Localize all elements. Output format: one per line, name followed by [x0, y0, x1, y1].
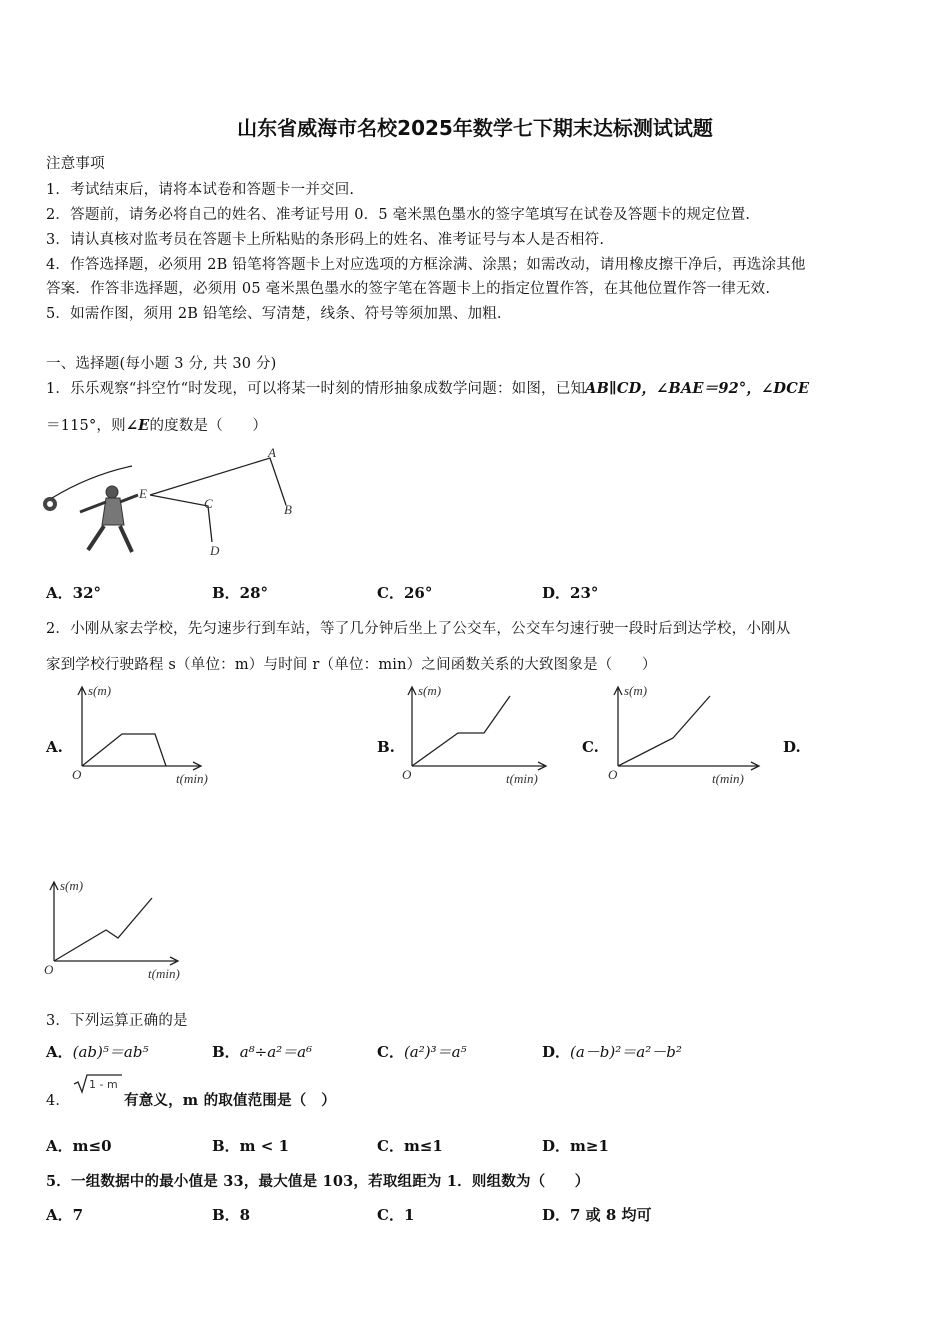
question-4-number: 4．	[46, 1093, 71, 1109]
question-1-figure	[40, 440, 310, 565]
notice-heading: 注意事项	[46, 156, 105, 172]
option-d[interactable]: D．m≥1	[542, 1137, 609, 1155]
y-axis-label: s(m)	[60, 878, 84, 893]
option-a[interactable]: A.	[46, 738, 63, 756]
question-2-text-cont: 家到学校行驶路程 s（单位：m）与时间 r（单位：min）之间函数关系的大致图象是（ ）	[46, 657, 657, 673]
question-2-text: 2．小刚从家去学校，先匀速步行到车站，等了几分钟后坐上了公交车，公交车匀速行驶一段时后到达学校，小刚从	[46, 621, 791, 637]
radical-content: 1 - m	[89, 1078, 118, 1091]
graph-d-line	[54, 898, 152, 961]
x-axis-label: t(min)	[148, 966, 180, 981]
x-axis-label: t(min)	[712, 771, 744, 786]
notice-item: 1．考试结束后，请将本试卷和答题卡一并交回.	[46, 182, 355, 198]
line-e-a-b	[150, 458, 286, 505]
page-title: 山东省威海市名校2025年数学七下期末达标测试试题	[237, 116, 713, 140]
y-axis-label: s(m)	[418, 683, 442, 698]
graph-b	[400, 683, 560, 788]
question-1-text-cont: ＝115°，则∠E的度数是（ ）	[46, 417, 268, 434]
origin-label: O	[44, 962, 54, 977]
option-d[interactable]: D．7 或 8 均可	[542, 1206, 652, 1224]
option-c[interactable]: C．(a²)³＝a⁵	[377, 1043, 467, 1061]
sqrt-radical-icon	[72, 1072, 124, 1094]
point-label: A	[268, 445, 276, 460]
line-e-c-d	[150, 495, 212, 542]
option-a[interactable]: A．7	[46, 1206, 84, 1224]
option-b[interactable]: B.	[377, 738, 395, 756]
option-d[interactable]: D.	[783, 738, 801, 756]
origin-label: O	[72, 767, 82, 782]
graph-a	[70, 683, 230, 788]
origin-label: O	[402, 767, 412, 782]
graph-d	[42, 878, 202, 983]
option-c[interactable]: C.	[582, 738, 599, 756]
point-label: E	[139, 486, 147, 501]
question-5-text: 5．一组数据中的最小值是 33，最大值是 103，若取组距为 1．则组数为（ ）	[46, 1173, 590, 1190]
point-label: D	[210, 543, 220, 558]
graph-c	[606, 683, 776, 788]
option-a[interactable]: A．32°	[46, 584, 102, 602]
section-heading: 一、选择题(每小题 3 分, 共 30 分)	[46, 356, 277, 372]
graph-c-line	[618, 696, 710, 766]
question-1-text: 1．乐乐观察“抖空竹“时发现，可以将某一时刻的情形抽象成数学问题：如图，已知AB∥CD，∠BAE＝92°，∠DCE	[46, 380, 810, 397]
option-c[interactable]: C．1	[377, 1206, 415, 1224]
option-d[interactable]: D．23°	[542, 584, 599, 602]
person-figure	[80, 486, 138, 552]
graph-b-line	[412, 696, 510, 766]
option-c[interactable]: C．m≤1	[377, 1137, 443, 1155]
y-axis-label: s(m)	[624, 683, 648, 698]
option-b[interactable]: B．28°	[212, 584, 269, 602]
y-axis-label: s(m)	[88, 683, 112, 698]
option-c[interactable]: C．26°	[377, 584, 433, 602]
option-d[interactable]: D．(a－b)²＝a²－b²	[542, 1043, 682, 1061]
notice-item: 3．请认真核对监考员在答题卡上所粘贴的条形码上的姓名、准考证号与本人是否相符.	[46, 232, 605, 248]
option-b[interactable]: B．a⁸÷a²＝a⁶	[212, 1043, 313, 1061]
notice-item: 4．作答选择题，必须用 2B 铅笔将答题卡上对应选项的方框涂满、涂黑；如需改动，请用橡皮擦干净后，再选涂其他	[46, 257, 806, 273]
point-label: B	[284, 502, 292, 517]
x-axis-label: t(min)	[506, 771, 538, 786]
question-4-text: 有意义，m 的取值范围是（ ）	[124, 1092, 336, 1109]
notice-item: 5．如需作图，须用 2B 铅笔绘、写清楚，线条、符号等须加黑、加粗.	[46, 306, 502, 322]
graph-a-line	[82, 734, 166, 766]
point-label: C	[204, 496, 213, 511]
x-axis-label: t(min)	[176, 771, 208, 786]
option-b[interactable]: B．8	[212, 1206, 251, 1224]
notice-item: 答案．作答非选择题，必须用 05 毫米黑色墨水的签字笔在答题卡上的指定位置作答，在其他位置作答一律无效.	[46, 281, 771, 297]
question-3-text: 3．下列运算正确的是	[46, 1013, 188, 1029]
option-a[interactable]: A．m≤0	[46, 1137, 112, 1155]
option-a[interactable]: A．(ab)⁵＝ab⁵	[46, 1043, 149, 1061]
notice-item: 2．答题前，请务必将自己的姓名、准考证号用 0．5 毫米黑色墨水的签字笔填写在试卷及答题卡的规定位置.	[46, 207, 751, 223]
option-b[interactable]: B．m < 1	[212, 1137, 289, 1155]
origin-label: O	[608, 767, 618, 782]
